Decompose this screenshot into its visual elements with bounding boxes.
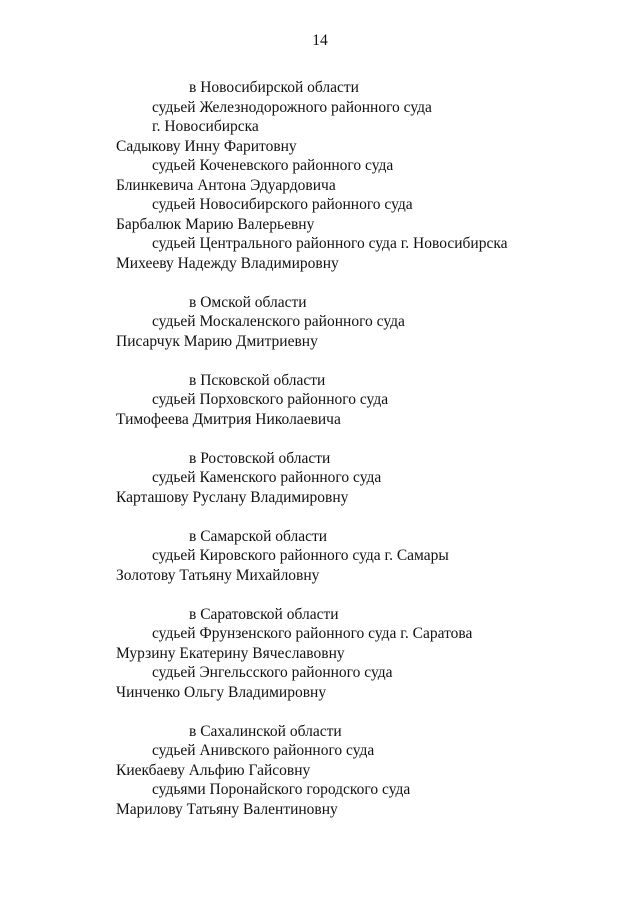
judge-name: Киекбаеву Альфию Гайсовну: [116, 761, 311, 779]
section-gap: [116, 702, 616, 722]
region-heading: в Ростовской области: [189, 449, 331, 467]
judge-name: Марилову Татьяну Валентиновну: [116, 800, 338, 818]
court-line: судьей Москаленского районного суда: [152, 313, 405, 330]
judge-name: Карташову Руслану Владимировну: [116, 488, 349, 506]
court-line: судьей Каменского районного суда: [152, 469, 382, 486]
court-line: судьей Коченевского районного суда: [152, 157, 394, 174]
judge-name: Писарчук Марию Дмитриевну: [116, 332, 318, 350]
judge-name: Мурзину Екатерину Вячеславовну: [116, 644, 345, 662]
appointments-list: [116, 78, 616, 819]
region-heading: в Омской области: [189, 293, 307, 311]
court-line: судьей Железнодорожного районного суда: [152, 98, 432, 116]
judge-name: Тимофеева Дмитрия Николаевича: [116, 410, 341, 428]
court-line: судьей Порховского районного суда: [152, 391, 389, 408]
judge-name: Чинченко Ольгу Владимировну: [116, 683, 327, 701]
court-line: судьей Новосибирского районного суда: [152, 196, 413, 213]
judge-name: Блинкевича Антона Эдуардовича: [116, 176, 336, 194]
section-gap: [116, 351, 616, 371]
page-number: 14: [312, 32, 328, 49]
judge-name: Михееву Надежду Владимировну: [116, 254, 339, 272]
court-line: судьей Фрунзенского районного суда г. Саратова: [152, 625, 473, 642]
judge-name: Садыкову Инну Фаритовну: [116, 137, 297, 155]
section-gap: [116, 429, 616, 449]
region-heading: в Сахалинской области: [189, 722, 342, 740]
court-line: судьей Центрального районного суда г. Новосибирска: [152, 235, 508, 252]
court-line: судьями Поронайского городского суда: [152, 781, 411, 798]
region-heading: в Новосибирской области: [189, 79, 359, 96]
judge-name: Золотову Татьяну Михайловну: [116, 566, 320, 584]
section-gap: [116, 585, 616, 605]
region-heading: в Саратовской области: [189, 605, 339, 623]
region-heading: в Псковской области: [189, 371, 326, 389]
court-line: судьей Кировского районного суда г. Самары: [152, 547, 449, 564]
court-line-continuation: г. Новосибирска: [152, 118, 259, 135]
court-line: судьей Энгельсского районного суда: [152, 664, 393, 681]
region-heading: в Самарской области: [189, 527, 328, 545]
section-gap: [116, 273, 616, 293]
court-line: судьей Анивского районного суда: [152, 742, 375, 759]
section-gap: [116, 507, 616, 527]
judge-name: Барбалюк Марию Валерьевну: [116, 215, 315, 233]
